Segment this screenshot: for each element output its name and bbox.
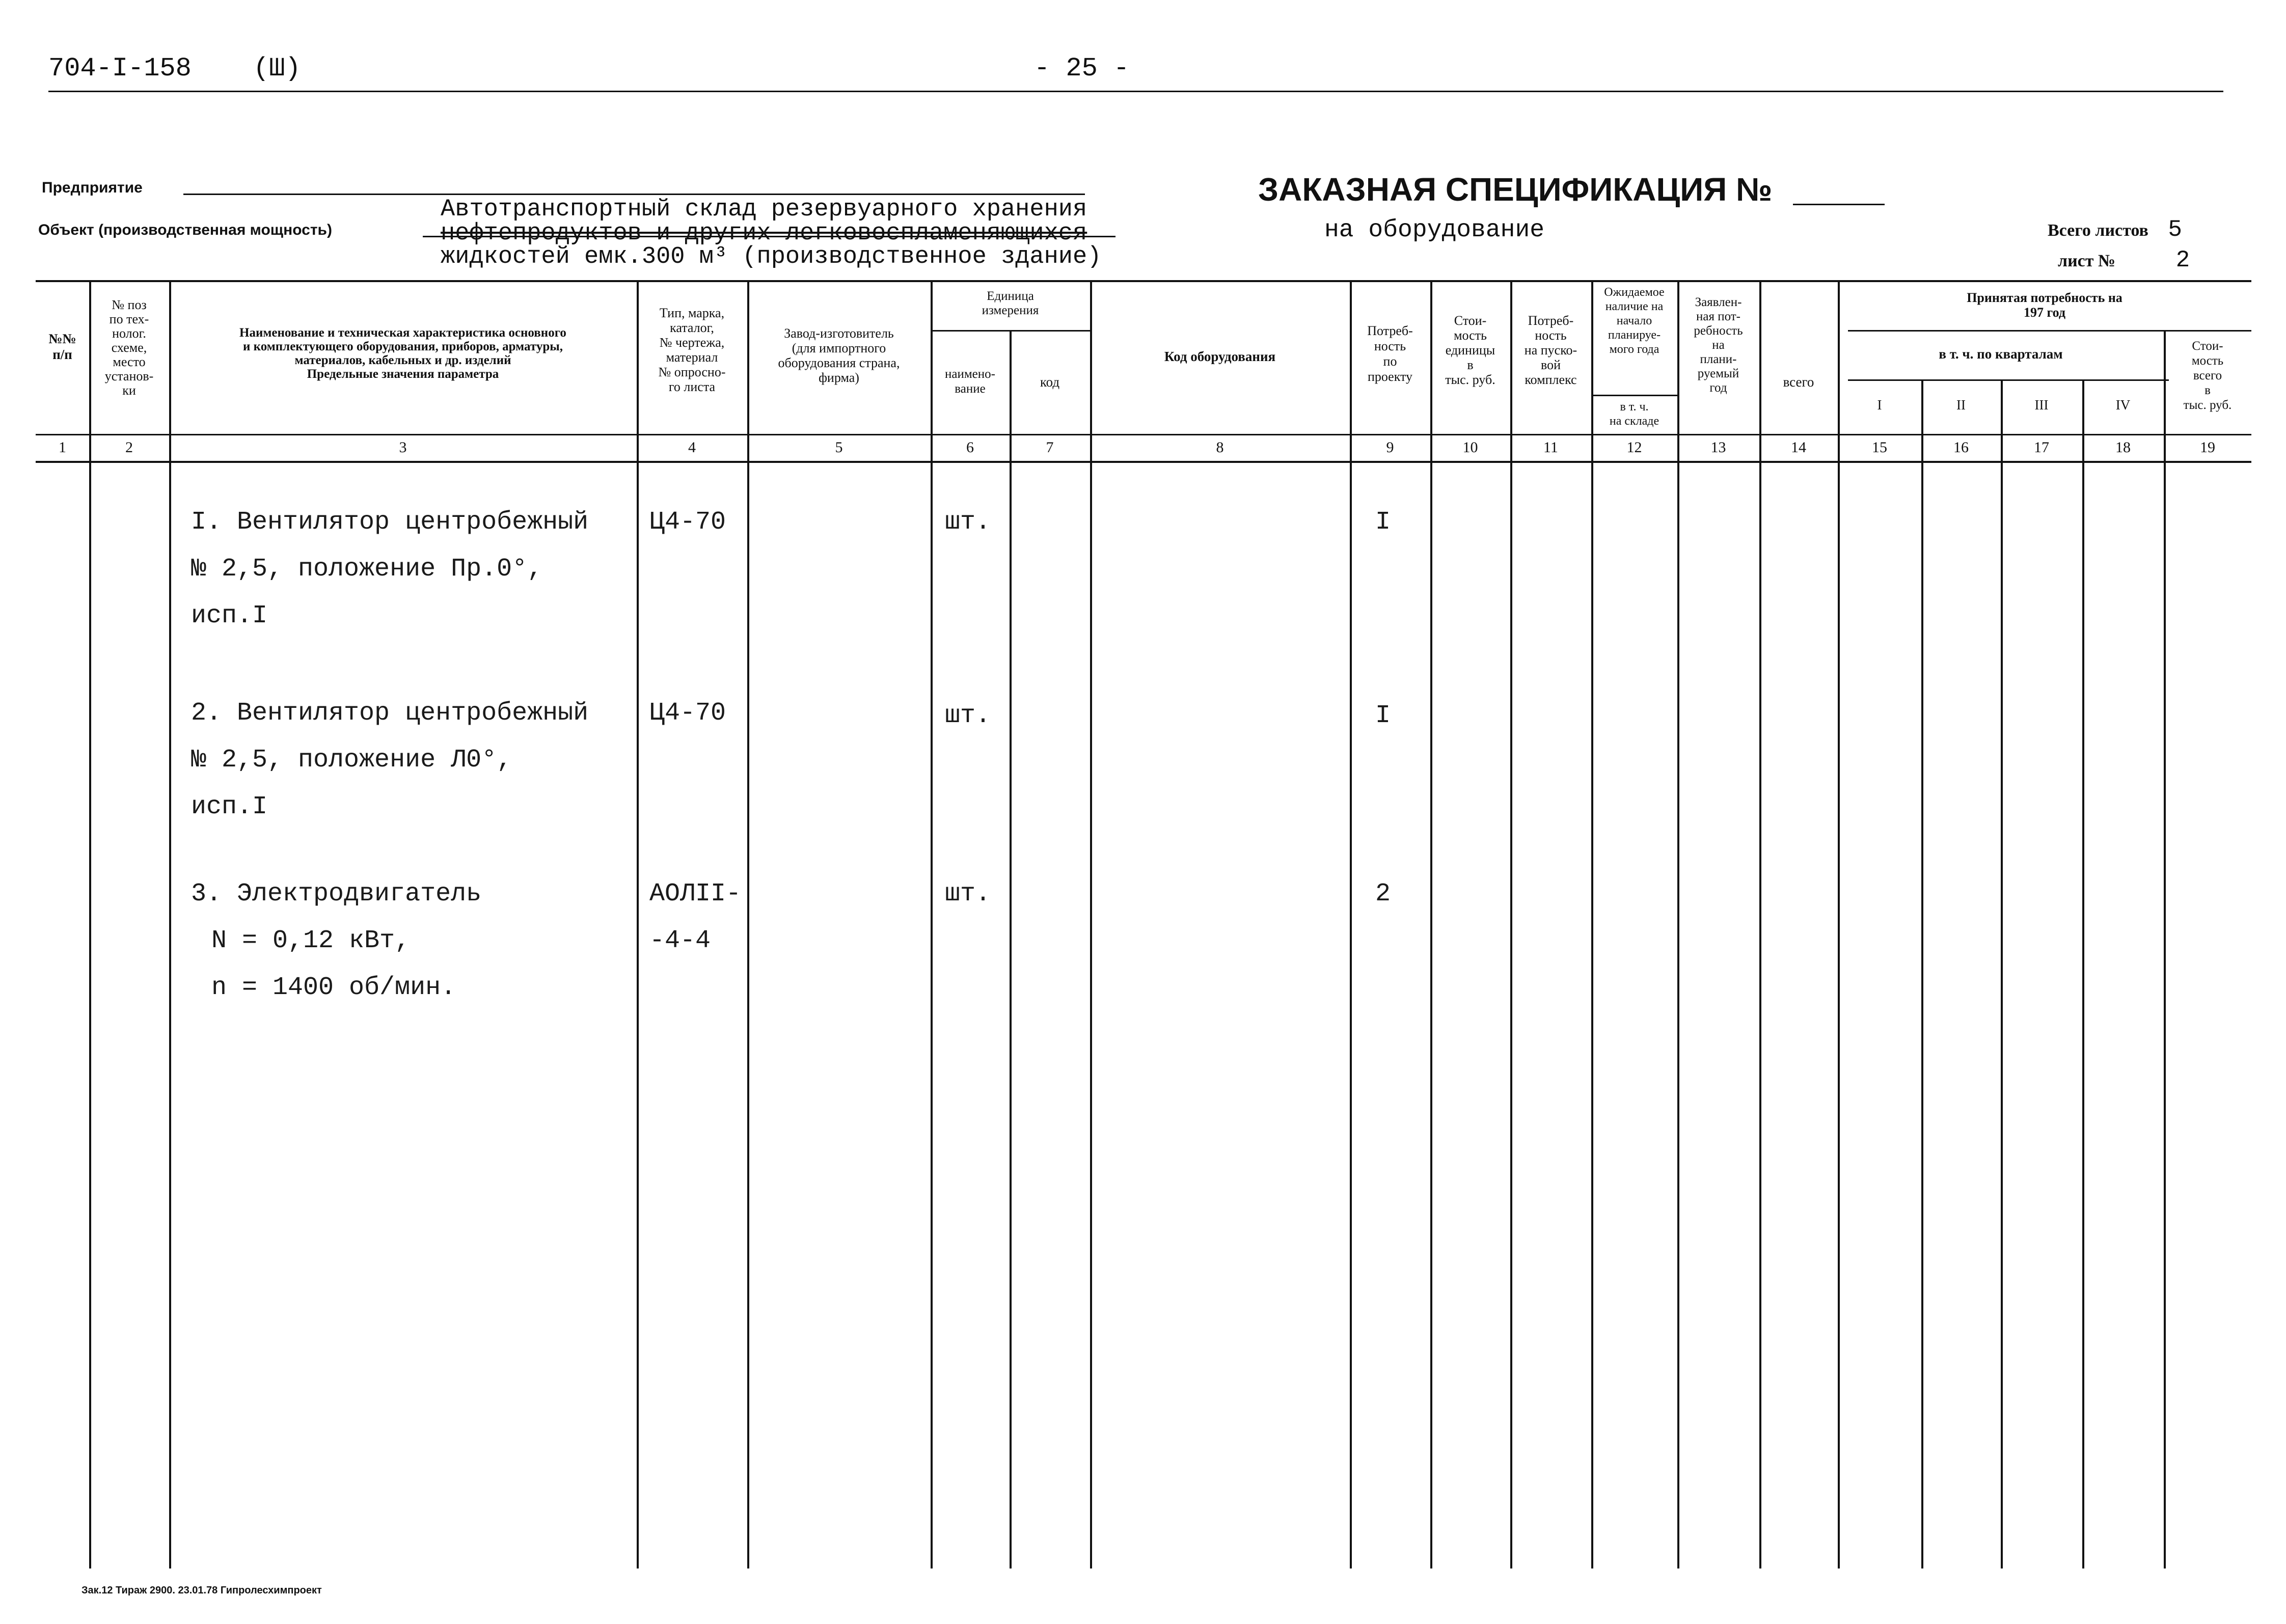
row3-type-line1: АОЛII- (649, 879, 742, 909)
col-line-8 (1350, 280, 1352, 1568)
col-line-14 (1838, 280, 1840, 1568)
object-text-line-1: Автотранспортный склад резервуарного хранения (441, 196, 1087, 223)
hdr-c3: Наименование и техническая характеристика основного и комплектующего оборудования, приборов, арматуры, материалов, кабельных и др. изделий Предельные значения параметра (239, 326, 566, 381)
hdr-c13: Заявлен- ная пот- ребность на плани- руемый год (1694, 295, 1743, 395)
row1-unit: шт. (945, 508, 991, 537)
col-line-3 (637, 280, 639, 1568)
colnum-14: 14 (1791, 439, 1806, 456)
hdr-unit-group: Единица измерения (982, 289, 1039, 317)
row3-name-line1: 3. Электродвигатель (191, 879, 482, 909)
quarters-group-rule (1848, 379, 2169, 381)
colnum-19: 19 (2200, 439, 2215, 456)
table-colnum-bottom-rule (36, 461, 2251, 463)
hdr-c12a: Ожидаемое наличие на начало планируе- мого года (1604, 286, 1665, 356)
page-number: - 25 - (1034, 53, 1130, 84)
col-line-10 (1510, 280, 1512, 1568)
colnum-16: 16 (1953, 439, 1969, 456)
col-line-13 (1759, 280, 1761, 1568)
colnum-11: 11 (1543, 439, 1558, 456)
row3-type (649, 871, 741, 965)
row3-unit: шт. (945, 879, 991, 909)
total-sheets-value: 5 (2168, 216, 2182, 243)
doc-code: 704-I-158 (48, 53, 192, 84)
col-line-11 (1591, 280, 1593, 1568)
hdr-c6: наимено- вание (945, 367, 995, 396)
col-line-15 (1921, 379, 1923, 1568)
colnum-17: 17 (2034, 439, 2049, 456)
hdr-q3: III (2034, 397, 2049, 412)
hdr-quarters-group: в т. ч. по кварталам (1939, 346, 2063, 362)
row3-qty: 2 (1375, 879, 1391, 909)
colnum-9: 9 (1386, 439, 1394, 456)
colnum-12: 12 (1626, 439, 1642, 456)
table-row (191, 690, 588, 831)
row3-type-line2: -4-4 (649, 926, 711, 955)
colnum-18: 18 (2115, 439, 2131, 456)
col-line-2 (169, 280, 171, 1568)
spec-title (1258, 171, 1772, 208)
hdr-c14: всего (1783, 374, 1814, 390)
hdr-c11: Потреб- ность на пуско- вой комплекс (1524, 313, 1577, 387)
row1-qty: I (1375, 508, 1391, 537)
table-row (191, 499, 588, 640)
colnum-7: 7 (1046, 439, 1054, 456)
col-line-1 (89, 280, 91, 1568)
colnum-5: 5 (835, 439, 843, 456)
row2-unit: шт. (945, 701, 991, 730)
hdr-c5: Завод-изготовитель (для импортного оборудования страна, фирма) (778, 326, 900, 385)
row3-name-line2: N = 0,12 кВт, (211, 926, 411, 955)
object-text-line-3: жидкостей емк.300 м³ (производственное здание) (441, 243, 1102, 270)
accepted-group-rule (1848, 330, 2251, 332)
colnum-10: 10 (1462, 439, 1478, 456)
sheet-number (2058, 247, 2190, 273)
colnum-8: 8 (1216, 439, 1224, 456)
colnum-3: 3 (399, 439, 407, 456)
sheet-value: 2 (2175, 247, 2190, 273)
hdr-c4: Тип, марка, каталог, № чертежа, материал № опросно- го листа (658, 306, 726, 394)
hdr-c19: Стои- мость всего в тыс. руб. (2183, 339, 2232, 412)
hdr-c10: Стои- мость единицы в тыс. руб. (1445, 313, 1495, 387)
spec-title-text: ЗАКАЗНАЯ СПЕЦИФИКАЦИЯ № (1258, 171, 1773, 208)
object-text-line-2: нефтепродуктов и других легковоспламеняющихся (441, 220, 1087, 247)
col12-split-rule (1593, 395, 1677, 396)
hdr-c8: Код оборудования (1164, 349, 1276, 364)
hdr-c1: №№ п/п (48, 331, 76, 362)
colnum-1: 1 (59, 439, 66, 456)
spec-subtitle: на оборудование (1324, 216, 1545, 244)
doc-suffix: (Ш) (253, 53, 301, 84)
top-rule (48, 91, 2223, 92)
spec-number-underline (1793, 204, 1885, 205)
hdr-accepted-group: Принятая потребность на 197 год (1967, 290, 2122, 320)
enterprise-label: Предприятие (42, 179, 143, 196)
colnum-4: 4 (688, 439, 696, 456)
hdr-q4: IV (2115, 397, 2131, 412)
row2-name-line1: 2. Вентилятор центробежный (191, 699, 589, 728)
row1-type: Ц4-70 (649, 508, 726, 537)
colnum-13: 13 (1710, 439, 1726, 456)
document-code (48, 53, 301, 84)
col-line-7 (1090, 280, 1092, 1568)
col-line-6 (1010, 330, 1012, 1568)
row3-name-line3: n = 1400 об/мин. (211, 973, 456, 1002)
col-line-17 (2082, 379, 2084, 1568)
table-row (191, 871, 481, 1011)
table-top-rule (36, 280, 2251, 282)
colnum-2: 2 (125, 439, 133, 456)
col-line-16 (2001, 379, 2003, 1568)
hdr-q2: II (1956, 397, 1966, 412)
row2-name-line3: исп.I (191, 792, 268, 821)
sheet-label: лист № (2058, 252, 2116, 270)
col-line-18 (2164, 330, 2166, 1568)
row1-name-line2: № 2,5, положение Пр.0°, (191, 555, 543, 584)
total-sheets-label: Всего листов (2048, 221, 2148, 240)
hdr-c2: № поз по тех- нолог. схеме, место установ- ки (104, 297, 154, 398)
hdr-q1: I (1877, 397, 1882, 412)
col-line-9 (1430, 280, 1432, 1568)
row2-type: Ц4-70 (649, 699, 726, 728)
row1-name-line3: исп.I (191, 601, 268, 630)
table-header-bottom-rule (36, 434, 2251, 435)
enterprise-underline (183, 194, 1085, 195)
object-label: Объект (производственная мощность) (38, 222, 332, 238)
col-line-12 (1677, 280, 1679, 1568)
row1-name-line1: I. Вентилятор центробежный (191, 508, 589, 537)
colnum-6: 6 (966, 439, 974, 456)
print-note: Зак.12 Тираж 2900. 23.01.78 Гипролесхимпроект (81, 1585, 322, 1596)
col-line-4 (747, 280, 749, 1568)
hdr-c9: Потреб- ность по проекту (1367, 323, 1413, 384)
row2-qty: I (1375, 701, 1391, 730)
colnum-15: 15 (1872, 439, 1887, 456)
total-sheets (2048, 216, 2182, 243)
col-line-5 (931, 280, 933, 1568)
hdr-c7: код (1040, 374, 1060, 390)
row2-name-line2: № 2,5, положение Л0°, (191, 746, 512, 775)
hdr-c12b: в т. ч. на складе (1609, 400, 1659, 428)
